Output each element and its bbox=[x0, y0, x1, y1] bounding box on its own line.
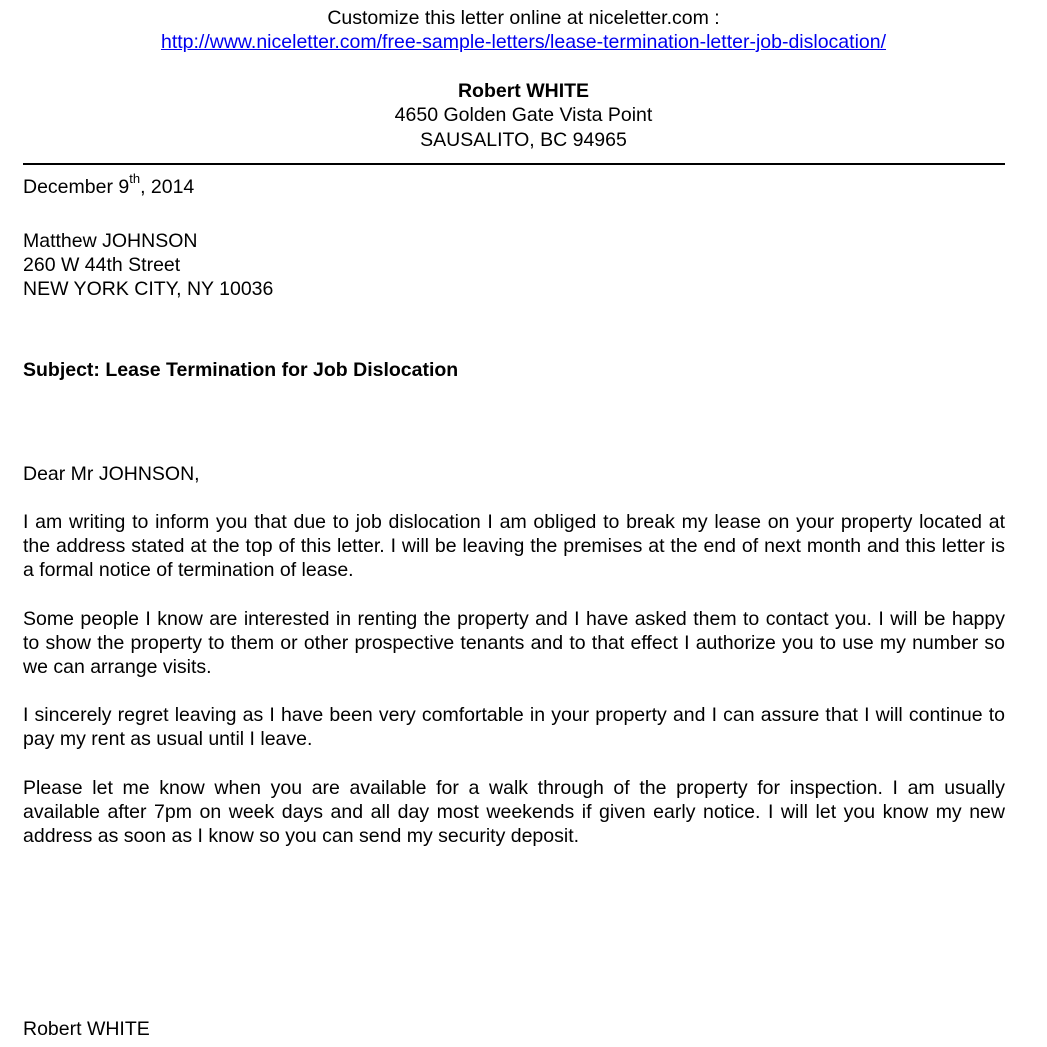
date-suffix: th bbox=[129, 170, 141, 186]
sender-address-line1: 4650 Golden Gate Vista Point bbox=[394, 104, 653, 126]
header-divider bbox=[23, 163, 1005, 165]
promo-link[interactable]: http://www.niceletter.com/free-sample-letters/lease-termination-letter-job-dislocation/ bbox=[160, 31, 887, 53]
recipient-address-line1: 260 W 44th Street bbox=[23, 254, 181, 276]
letter-date bbox=[23, 170, 195, 199]
salutation: Dear Mr JOHNSON, bbox=[23, 463, 200, 485]
recipient-name: Matthew JOHNSON bbox=[23, 230, 198, 252]
promo-link-wrapper bbox=[0, 30, 1047, 54]
date-month-day: December 9 bbox=[23, 176, 130, 198]
body-paragraph: I sincerely regret leaving as I have been very comfortable in your property and I can assure that I will continue to pay my rent as usual until I leave. bbox=[23, 704, 1005, 750]
body-paragraph: I am writing to inform you that due to job dislocation I am obliged to break my lease on your property located at the address stated at the top of this letter. I will be leaving the premises at the end of next month and this letter is a formal notice of termination of lease. bbox=[23, 511, 1005, 581]
sender-address-line2: SAUSALITO, BC 94965 bbox=[420, 129, 627, 151]
body-paragraph: Please let me know when you are available for a walk through of the property for inspection. I am usually available after 7pm on week days and all day most weekends if given early notice. I will let you know my new address as soon as I know so you can send my security deposit. bbox=[23, 777, 1005, 847]
date-year: , 2014 bbox=[140, 176, 195, 198]
signature: Robert WHITE bbox=[23, 1018, 150, 1040]
sender-name: Robert WHITE bbox=[457, 80, 590, 102]
promo-line: Customize this letter online at niceletter.com : bbox=[327, 7, 720, 29]
recipient-address-line2: NEW YORK CITY, NY 10036 bbox=[23, 278, 274, 300]
body-paragraph: Some people I know are interested in renting the property and I have asked them to contact you. I will be happy to show the property to them or other prospective tenants and to that effect I authorize you to use my number so we can arrange visits. bbox=[23, 608, 1005, 678]
subject-line: Subject: Lease Termination for Job Dislocation bbox=[23, 359, 459, 381]
